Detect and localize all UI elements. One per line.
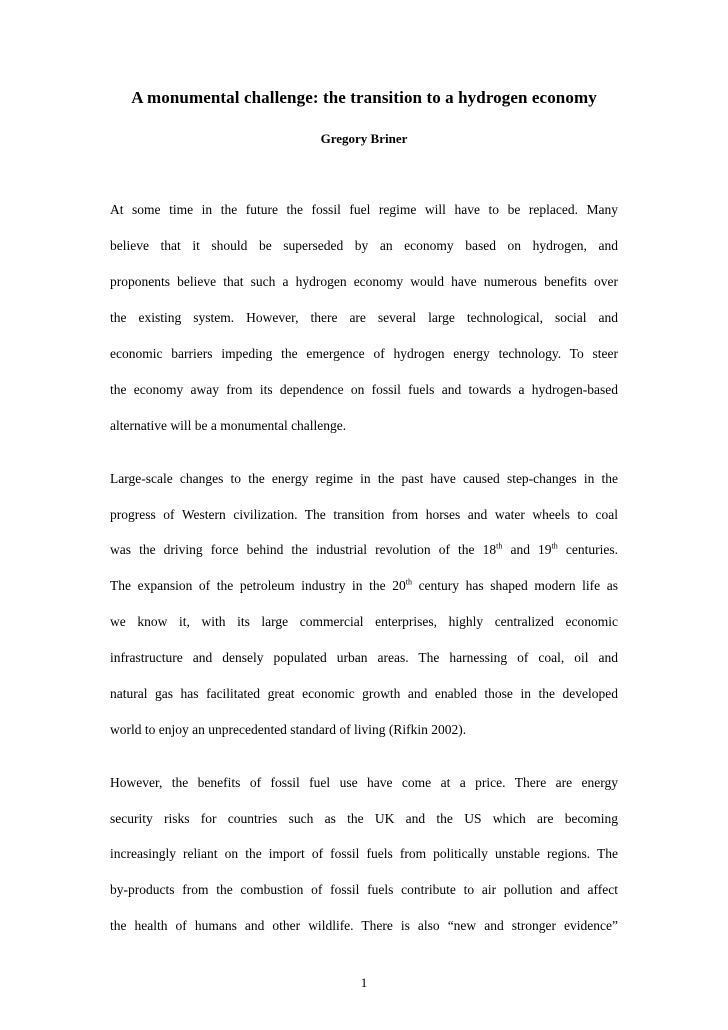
paragraph-line: economic barriers impeding the emergence of hydrogen energy technology. To steer bbox=[110, 346, 618, 361]
line-text: centuries. bbox=[557, 542, 618, 557]
superscript: th bbox=[551, 541, 558, 551]
document-author: Gregory Briner bbox=[320, 131, 408, 146]
paragraph-line: natural gas has facilitated great economic growth and enabled those in the developed bbox=[110, 686, 618, 701]
paragraph-line: security risks for countries such as the UK and the US which are becoming bbox=[110, 811, 618, 826]
paragraph-line bbox=[110, 577, 618, 595]
page-number: 1 bbox=[360, 975, 368, 990]
paragraph-line: the health of humans and other wildlife. There is also “new and stronger evidence” bbox=[110, 918, 618, 933]
paragraph-line: world to enjoy an unprecedented standard of living (Rifkin 2002). bbox=[110, 722, 467, 737]
paragraph-line: Large-scale changes to the energy regime in the past have caused step-changes in the bbox=[110, 471, 618, 486]
paragraph-line: infrastructure and densely populated urban areas. The harnessing of coal, oil and bbox=[110, 650, 618, 665]
line-text: century has shaped modern life as bbox=[411, 578, 618, 593]
paragraph-line: by-products from the combustion of fossil fuels contribute to air pollution and affect bbox=[110, 882, 618, 897]
paragraph-line: the economy away from its dependence on fossil fuels and towards a hydrogen-based bbox=[110, 382, 618, 397]
line-text: and 19 bbox=[502, 542, 552, 557]
paragraph-line: alternative will be a monumental challenge. bbox=[110, 418, 347, 433]
line-text: was the driving force behind the industrial revolution of the 18 bbox=[110, 542, 497, 557]
line-text: The expansion of the petroleum industry in the 20 bbox=[110, 578, 406, 593]
superscript: th bbox=[496, 541, 503, 551]
document-title: A monumental challenge: the transition to a hydrogen economy bbox=[131, 88, 597, 107]
paragraph-line: the existing system. However, there are several large technological, social and bbox=[110, 310, 618, 325]
paragraph-line: progress of Western civilization. The transition from horses and water wheels to coal bbox=[110, 507, 618, 522]
paragraph-line: believe that it should be superseded by an economy based on hydrogen, and bbox=[110, 238, 618, 253]
paragraph-line: proponents believe that such a hydrogen economy would have numerous benefits over bbox=[110, 274, 618, 289]
paragraph-line: increasingly reliant on the import of fossil fuels from politically unstable regions. The bbox=[110, 846, 618, 861]
paragraph-line: At some time in the future the fossil fuel regime will have to be replaced. Many bbox=[110, 202, 618, 217]
paragraph-line: we know it, with its large commercial enterprises, highly centralized economic bbox=[110, 614, 618, 629]
paragraph-line: However, the benefits of fossil fuel use have come at a price. There are energy bbox=[110, 775, 618, 790]
paragraph-line bbox=[110, 541, 618, 559]
superscript: th bbox=[405, 577, 412, 587]
